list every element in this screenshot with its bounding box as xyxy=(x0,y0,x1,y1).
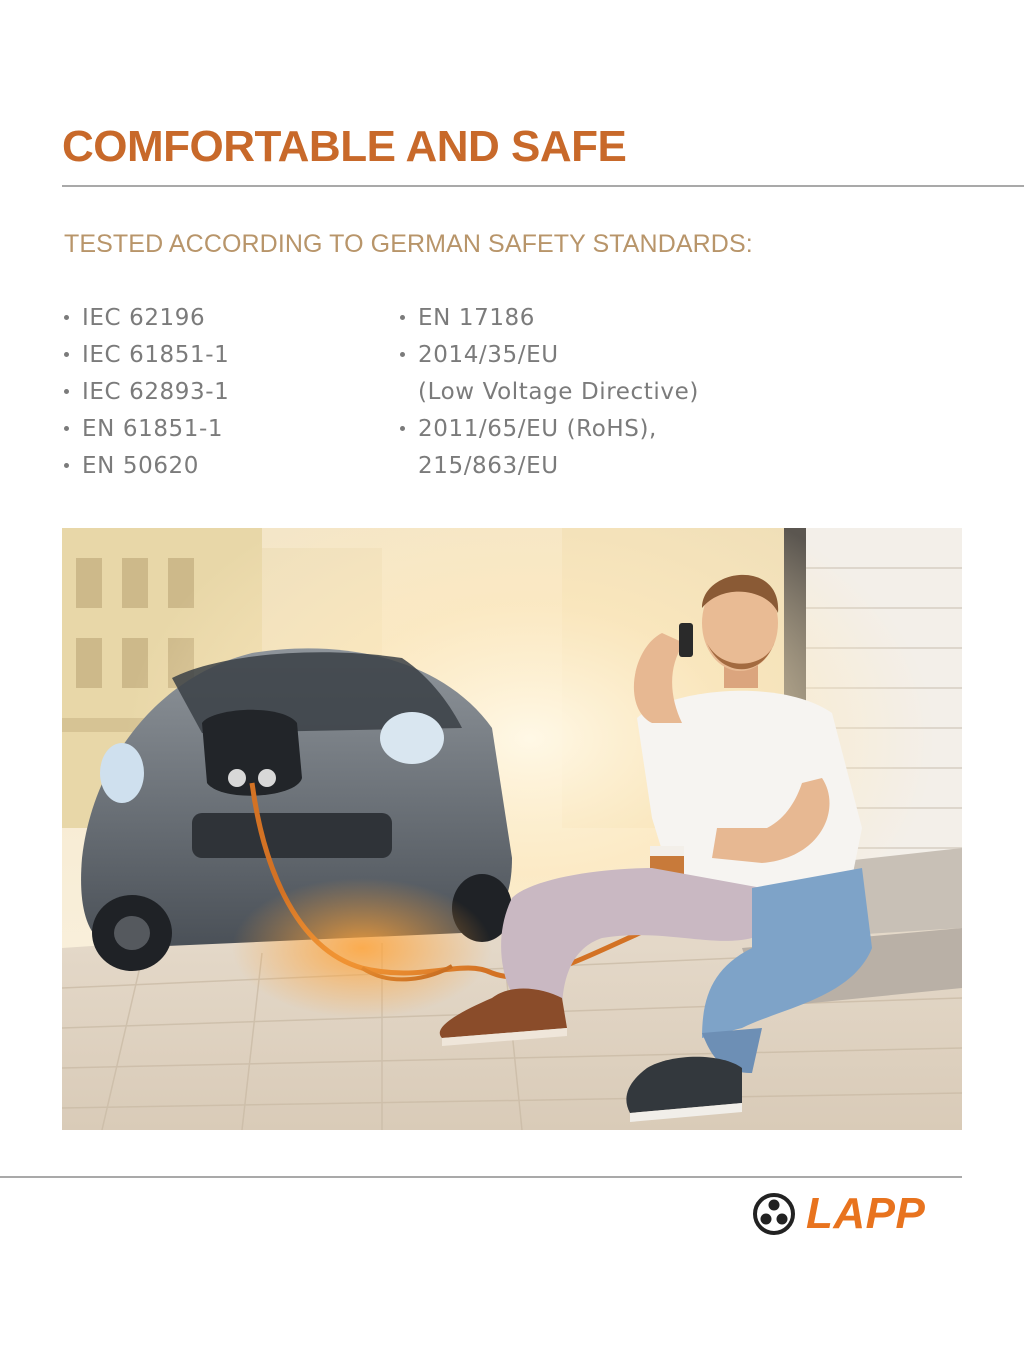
bullet-icon xyxy=(64,426,69,431)
list-item: IEC 62196 xyxy=(62,300,229,337)
title-divider xyxy=(62,185,1024,187)
standards-heading: TESTED ACCORDING TO GERMAN SAFETY STANDARDS: xyxy=(64,230,753,258)
list-item: 2011/65/EU (RoHS), 215/863/EU xyxy=(398,411,699,485)
brand-name: LAPP xyxy=(806,1189,926,1238)
list-item: 2014/35/EU (Low Voltage Directive) xyxy=(398,337,699,411)
bullet-icon xyxy=(64,389,69,394)
list-item: EN 50620 xyxy=(62,448,229,485)
bullet-icon xyxy=(400,426,405,431)
bullet-icon xyxy=(400,352,405,357)
bullet-icon xyxy=(64,352,69,357)
list-item: EN 61851-1 xyxy=(62,411,229,448)
bullet-icon xyxy=(64,463,69,468)
footer-divider xyxy=(0,1176,962,1178)
standards-list-right xyxy=(398,300,699,485)
page-title: COMFORTABLE AND SAFE xyxy=(62,122,627,171)
brand-logo xyxy=(752,1190,925,1238)
bullet-icon xyxy=(400,315,405,320)
list-item: EN 17186 xyxy=(398,300,699,337)
ev-charging-photo xyxy=(62,528,962,1130)
list-item: IEC 62893-1 xyxy=(62,374,229,411)
standards-list-left xyxy=(62,300,229,485)
list-item: IEC 61851-1 xyxy=(62,337,229,374)
bullet-icon xyxy=(64,315,69,320)
lapp-logo-icon xyxy=(752,1192,796,1236)
